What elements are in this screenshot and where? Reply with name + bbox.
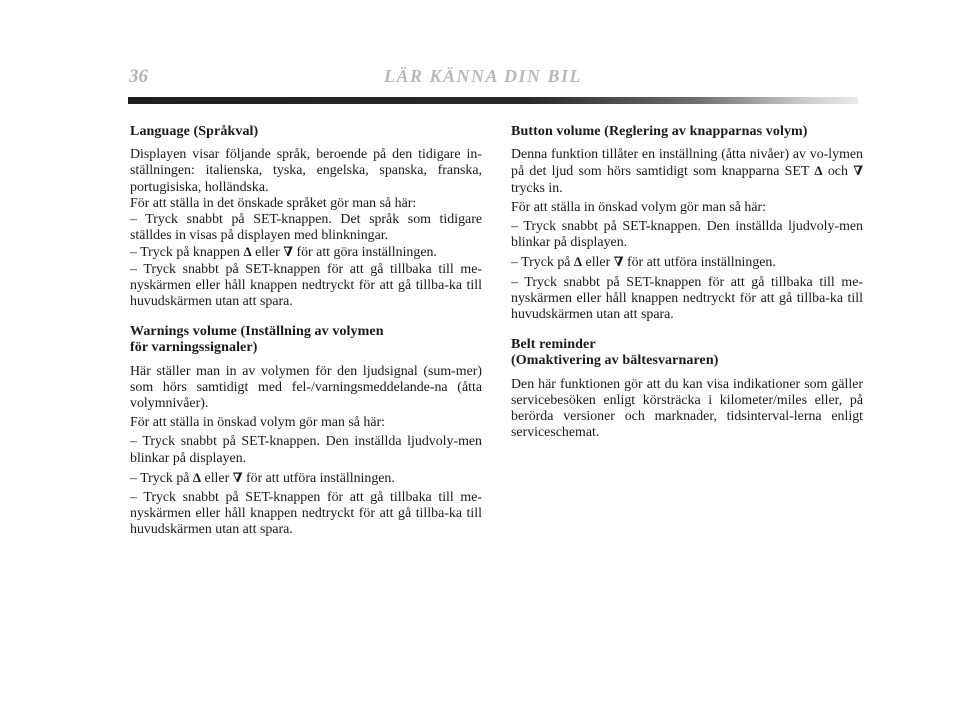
paragraph: För att ställa in önskad volym gör man så här: (511, 199, 767, 215)
paragraph (511, 147, 863, 197)
up-arrow-icon: Δ (192, 469, 202, 485)
paragraph: – Tryck snabbt på SET-knappen. Den inställda ljudvoly-men blinkar på displayen. (511, 219, 863, 251)
right-column (511, 124, 863, 441)
paragraph: – Tryck snabbt på SET-knappen för att gå tillbaka till me-nyskärmen eller håll knappen nedtryckt för att gå tillba-ka till huvudskärmen utan att spara. (511, 274, 863, 323)
text-fragment: – Tryck på (511, 255, 574, 271)
text-fragment: för att utföra inställningen. (242, 470, 395, 486)
paragraph (130, 244, 482, 261)
section-heading (511, 337, 863, 369)
down-arrow-icon: ∇ (283, 244, 294, 260)
text-fragment: för att göra inställningen. (293, 245, 437, 261)
paragraph: – Tryck snabbt på SET-knappen. Det språk som tidigare ställdes in visas på displayen med blinkningar. (130, 212, 482, 244)
left-column (130, 124, 482, 539)
down-arrow-icon: ∇ (853, 163, 863, 179)
section-belt-reminder (511, 337, 863, 441)
up-arrow-icon: Δ (243, 244, 252, 260)
heading-line: för varningssignaler) (130, 340, 258, 356)
page-number: 36 (129, 66, 148, 87)
paragraph: Här ställer man in av volymen för den ljudsignal (sum-mer) som hörs samtidigt med fel-/varningsmeddelande-na (åtta volymnivåer). (130, 363, 482, 412)
down-arrow-icon: ∇ (232, 469, 243, 485)
heading-line: (Omaktivering av bältesvarnaren) (511, 353, 719, 369)
chapter-title: LÄR KÄNNA DIN BIL (384, 66, 583, 86)
paragraph (511, 254, 863, 271)
paragraph: – Tryck snabbt på SET-knappen för att gå tillbaka till me-nyskärmen eller håll knappen nedtryckt för att gå tillba-ka till huvudskärmen utan att spara. (130, 490, 482, 538)
paragraph: – Tryck snabbt på SET-knappen för att gå tillbaka till me-nyskärmen eller håll knappen nedtryckt för att gå tillba-ka till huvudskärmen utan att spara. (130, 261, 482, 310)
paragraph: För att ställa in det önskade språket gör man så här: (130, 195, 417, 211)
section-button-volume (511, 124, 863, 323)
text-fragment: trycks in. (511, 180, 563, 196)
paragraph (130, 470, 482, 487)
text-fragment: eller (201, 470, 233, 486)
text-fragment: – Tryck på knappen (130, 245, 244, 261)
paragraph: För att ställa in önskad volym gör man så här: (130, 415, 386, 431)
text-fragment: och (822, 164, 854, 180)
section-heading (130, 324, 482, 356)
up-arrow-icon: Δ (814, 163, 823, 179)
header-rule (128, 97, 858, 104)
text-fragment: Denna funktion tillåter en inställning (åtta nivåer) av vo-lymen på det ljud som hörs samtidigt som knapparna SET (511, 147, 863, 180)
down-arrow-icon: ∇ (613, 254, 624, 270)
text-fragment: eller (251, 245, 284, 261)
section-heading: Button volume (Reglering av knapparnas volym) (511, 124, 808, 139)
heading-line: Belt reminder (511, 337, 596, 353)
text-fragment: för att utföra inställningen. (623, 255, 776, 271)
up-arrow-icon: Δ (573, 254, 583, 270)
section-language (130, 124, 482, 310)
paragraph: Displayen visar följande språk, beroende på den tidigare in-ställningen: italienska, tyska, engelska, spanska, franska, portugisiska, holländska. (130, 147, 482, 195)
section-warnings-volume (130, 324, 482, 538)
paragraph: Den här funktionen gör att du kan visa indikationer som gäller servicebesöken enligt körsträcka i kilometer/miles eller, på berörda versioner och marknader, tidsinterval-lerna enligt serviceschemat. (511, 376, 863, 441)
paragraph: – Tryck snabbt på SET-knappen. Den inställda ljudvoly-men blinkar på displayen. (130, 434, 482, 466)
text-fragment: eller (582, 255, 614, 271)
heading-line: Warnings volume (Inställning av volymen (130, 324, 384, 340)
section-heading: Language (Språkval) (130, 124, 259, 139)
text-fragment: – Tryck på (130, 470, 193, 486)
